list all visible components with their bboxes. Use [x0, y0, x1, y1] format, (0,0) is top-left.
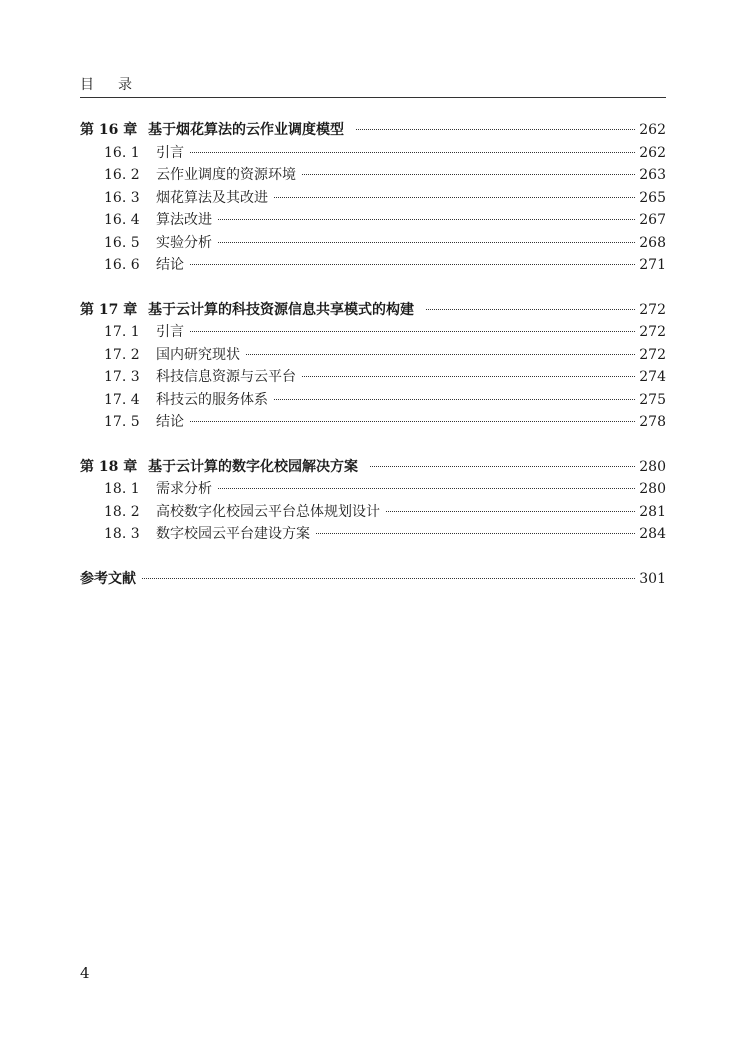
section-number: 17. 2 [104, 346, 140, 363]
page-ref: 274 [639, 369, 666, 385]
dot-leader [218, 219, 635, 220]
dot-leader [190, 152, 635, 153]
section-number: 16. 6 [104, 257, 140, 273]
toc-section-18-2[interactable] [80, 501, 666, 524]
dot-leader [302, 174, 635, 175]
section-title: 数字校园云平台建设方案 [156, 526, 310, 542]
spacer [80, 277, 666, 299]
dot-leader [246, 354, 635, 355]
page-ref: 278 [639, 414, 666, 430]
toc-chapter-16[interactable] [80, 119, 666, 142]
dot-leader [274, 399, 635, 400]
page-ref: 265 [639, 189, 666, 206]
dot-leader [356, 129, 635, 130]
toc-section-16-1[interactable] [80, 142, 666, 165]
chapter-number: 第 16 章 [80, 122, 138, 138]
section-number: 16. 2 [104, 167, 140, 183]
toc-section-17-5[interactable] [80, 411, 666, 434]
section-title: 云作业调度的资源环境 [156, 167, 296, 183]
page-ref: 272 [639, 324, 666, 340]
page-ref: 272 [639, 346, 666, 363]
chapter-title: 基于烟花算法的云作业调度模型 [148, 122, 344, 138]
dot-leader [316, 533, 635, 534]
section-number: 16. 1 [104, 144, 140, 161]
page-ref: 275 [639, 391, 666, 408]
page-ref: 271 [639, 257, 666, 273]
page-ref: 262 [639, 122, 666, 138]
section-number: 17. 4 [104, 391, 140, 408]
table-of-contents [80, 119, 666, 590]
section-title: 引言 [156, 324, 184, 340]
chapter-title: 基于云计算的数字化校园解决方案 [148, 458, 358, 475]
spacer [80, 546, 666, 568]
toc-section-16-5[interactable] [80, 232, 666, 255]
dot-leader [218, 488, 635, 489]
dot-leader [142, 578, 635, 579]
chapter-number: 第 18 章 [80, 458, 138, 475]
section-title: 高校数字化校园云平台总体规划设计 [156, 503, 380, 520]
toc-chapter-17[interactable] [80, 299, 666, 322]
chapter-number: 第 17 章 [80, 301, 138, 318]
section-title: 结论 [156, 257, 184, 273]
dot-leader [190, 421, 635, 422]
section-number: 17. 1 [104, 324, 140, 340]
section-number: 18. 1 [104, 481, 140, 497]
spacer [80, 434, 666, 456]
running-head-label-2: 录 [118, 77, 132, 93]
page-ref: 268 [639, 234, 666, 251]
toc-section-17-2[interactable] [80, 344, 666, 367]
section-title: 科技云的服务体系 [156, 391, 268, 408]
page-ref: 281 [639, 503, 666, 520]
page-ref: 272 [639, 301, 666, 318]
page-ref: 263 [639, 167, 666, 183]
page-ref: 301 [639, 570, 666, 587]
toc-section-16-6[interactable] [80, 254, 666, 277]
toc-section-17-3[interactable] [80, 366, 666, 389]
section-title: 算法改进 [156, 212, 212, 228]
toc-section-17-4[interactable] [80, 389, 666, 412]
section-title: 需求分析 [156, 481, 212, 497]
section-title: 烟花算法及其改进 [156, 189, 268, 206]
page-ref: 284 [639, 526, 666, 542]
toc-section-16-4[interactable] [80, 209, 666, 232]
section-title: 国内研究现状 [156, 346, 240, 363]
section-number: 16. 3 [104, 189, 140, 206]
section-number: 16. 4 [104, 212, 140, 228]
section-number: 18. 3 [104, 526, 140, 542]
section-number: 18. 2 [104, 503, 140, 520]
dot-leader [218, 242, 635, 243]
dot-leader [426, 309, 635, 310]
page-ref: 267 [639, 212, 666, 228]
page-ref: 280 [639, 481, 666, 497]
section-title: 实验分析 [156, 234, 212, 251]
section-title: 引言 [156, 144, 184, 161]
page-ref: 262 [639, 144, 666, 161]
page-number: 4 [80, 964, 90, 982]
header-rule [80, 97, 666, 98]
toc-section-18-3[interactable] [80, 523, 666, 546]
references-title: 参考文献 [80, 570, 136, 587]
section-number: 17. 5 [104, 414, 140, 430]
running-head-label-1: 目 [80, 77, 94, 93]
dot-leader [274, 197, 635, 198]
toc-section-16-2[interactable] [80, 164, 666, 187]
page-ref: 280 [639, 458, 666, 475]
dot-leader [386, 511, 635, 512]
dot-leader [190, 264, 635, 265]
section-number: 17. 3 [104, 369, 140, 385]
toc-section-18-1[interactable] [80, 478, 666, 501]
chapter-title: 基于云计算的科技资源信息共享模式的构建 [148, 301, 414, 318]
toc-chapter-18[interactable] [80, 456, 666, 479]
dot-leader [302, 376, 635, 377]
section-title: 结论 [156, 414, 184, 430]
toc-section-17-1[interactable] [80, 321, 666, 344]
dot-leader [370, 466, 635, 467]
section-title: 科技信息资源与云平台 [156, 369, 296, 385]
toc-references[interactable] [80, 568, 666, 591]
dot-leader [190, 331, 635, 332]
section-number: 16. 5 [104, 234, 140, 251]
toc-section-16-3[interactable] [80, 187, 666, 210]
